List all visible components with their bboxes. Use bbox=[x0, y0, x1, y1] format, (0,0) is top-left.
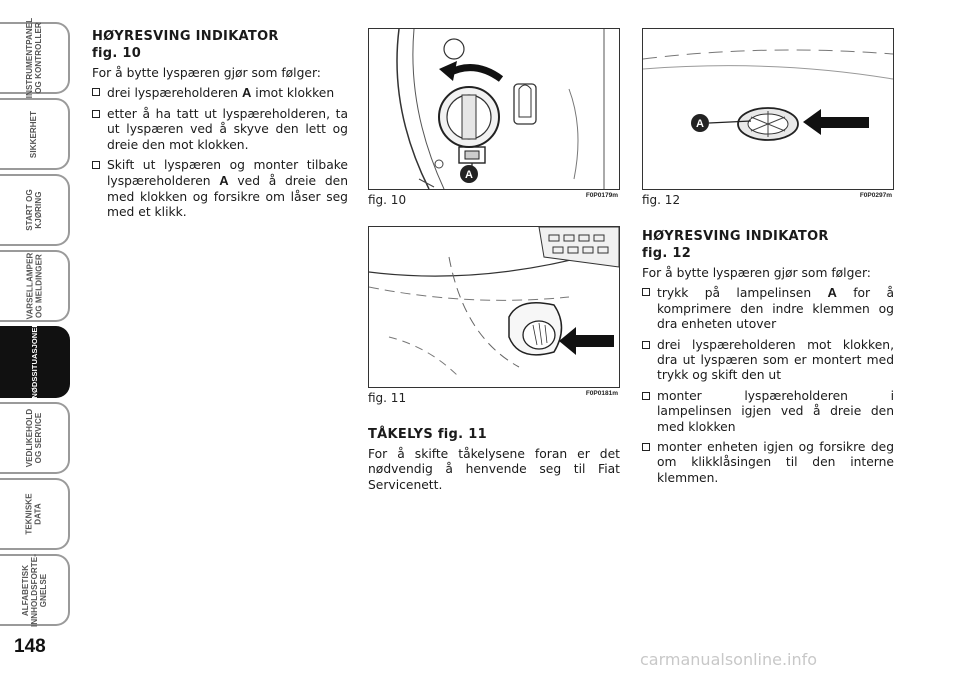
figure-caption: fig. 12 bbox=[642, 193, 681, 207]
tab-label: TEKNISKE DATA bbox=[25, 493, 43, 535]
instruction-list bbox=[642, 285, 894, 486]
figure-caption: fig. 10 bbox=[368, 193, 407, 207]
tab-label: VARSELLAMPER OG MELDINGER bbox=[25, 252, 43, 320]
tab-varsellamper[interactable] bbox=[0, 250, 70, 322]
tab-vedlikehold[interactable] bbox=[0, 402, 70, 474]
tab-tekniske-data[interactable] bbox=[0, 478, 70, 550]
tab-label: INSTRUMENTPANEL OG KONTROLLER bbox=[25, 17, 43, 99]
figure-12-illustration bbox=[642, 28, 894, 190]
figure-code: F0P0181m bbox=[585, 390, 618, 397]
figure-10-illustration bbox=[368, 28, 620, 190]
figure-12 bbox=[642, 28, 894, 210]
list-item: drei lyspæreholderen mot klokken, dra ut lyspæren som er montert med trykk og skift den ut bbox=[642, 338, 894, 384]
tab-sikkerhet[interactable] bbox=[0, 98, 70, 170]
section-title: HØYRESVING INDIKATOR bbox=[642, 229, 829, 244]
figure-10 bbox=[368, 28, 620, 210]
section-intro: For å bytte lyspæren gjør som følger: bbox=[642, 266, 871, 280]
section-right-indicator-fig10 bbox=[92, 28, 348, 226]
tab-alfabetisk[interactable] bbox=[0, 554, 70, 626]
section-title: TÅKELYS fig. 11 bbox=[368, 427, 487, 442]
list-item: drei lyspæreholderen A imot klokken bbox=[92, 85, 348, 101]
section-subtitle: fig. 10 bbox=[92, 46, 142, 61]
watermark-footer: carmanualsonline.info bbox=[640, 650, 818, 669]
list-item: trykk på lampelinsen A for å komprimere den indre klemmen og dra enheten utover bbox=[642, 285, 894, 332]
side-indicator-drawing bbox=[643, 29, 893, 189]
figure-caption: fig. 11 bbox=[368, 391, 407, 405]
list-item: monter enheten igjen og forsikre deg om klikklåsingen til den interne klemmen. bbox=[642, 440, 894, 486]
tab-label: SIKKERHET bbox=[29, 110, 39, 158]
figure-11-illustration bbox=[368, 226, 620, 388]
tab-label: START OG KJØRING bbox=[24, 189, 43, 231]
figure-code: F0P0179m bbox=[585, 192, 618, 199]
tab-nodssituasjoner[interactable] bbox=[0, 321, 70, 403]
section-intro: For å bytte lyspæren gjør som følger: bbox=[92, 66, 321, 80]
section-title: HØYRESVING INDIKATOR bbox=[92, 29, 279, 44]
marker-a: A bbox=[465, 169, 473, 181]
tab-label: ALFABETISK INNHOLDSFORTE- GNELSE bbox=[20, 553, 48, 627]
section-foglights bbox=[368, 426, 620, 497]
front-bumper-foglight-drawing bbox=[369, 227, 619, 387]
tab-label: I NØDSSITUASJONER bbox=[29, 321, 39, 403]
tab-start-og-kjoring[interactable] bbox=[0, 174, 70, 246]
marker-a: A bbox=[696, 118, 704, 130]
tab-label: VEDLIKEHOLD OG SERVICE bbox=[25, 408, 43, 468]
figure-code: F0P0297m bbox=[859, 192, 892, 199]
tab-instrumentpanel[interactable] bbox=[0, 17, 70, 99]
figure-11 bbox=[368, 226, 620, 408]
headlamp-bulb-holder-drawing bbox=[369, 29, 619, 189]
section-subtitle: fig. 12 bbox=[642, 246, 692, 261]
section-text: For å skifte tåkelysene foran er det nødvendig å henvende seg til Fiat Servicenett. bbox=[368, 447, 620, 492]
list-item: etter å ha tatt ut lyspæreholderen, ta ut lyspæren ved å skyve den lett og dreie den mot klokken. bbox=[92, 107, 348, 153]
page-number: 148 bbox=[14, 636, 46, 657]
list-item: monter lyspæreholderen i lampelinsen igjen ved å dreie den med klokken bbox=[642, 389, 894, 435]
list-item: Skift ut lyspæren og monter tilbake lyspæreholderen A ved å dreie den med klokken og forsikre om låser seg med et klikk. bbox=[92, 158, 348, 221]
section-right-indicator-fig12 bbox=[642, 228, 894, 491]
instruction-list bbox=[92, 85, 348, 220]
